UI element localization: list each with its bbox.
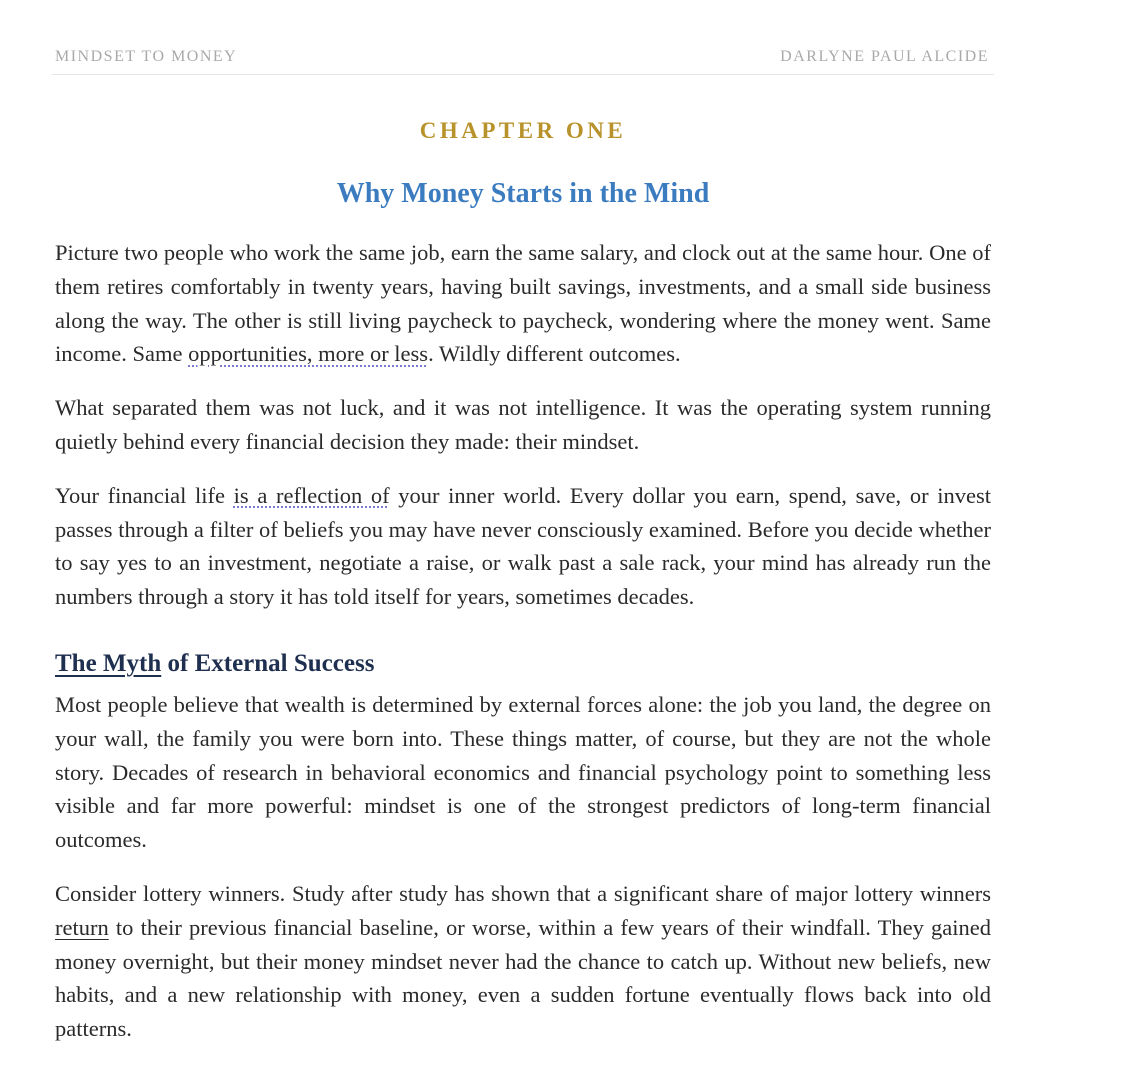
chapter-body <box>55 236 991 1066</box>
paragraph-text: Picture two people who work the same job, earn the same salary, and clock out at the same hour. One of them retires comfortably in twenty years, having built savings, investments, and a small side business along the way. The other is still living paycheck to paycheck, wondering where the money went. Same income. Same <box>55 240 991 367</box>
annotated-phrase[interactable]: opportunities, more or less <box>188 341 429 367</box>
annotated-phrase[interactable]: is a reflection of <box>233 482 390 508</box>
section-heading-text: of External Success <box>161 649 375 677</box>
paragraph-1 <box>55 236 991 371</box>
book-title: MINDSET TO MONEY <box>55 48 238 65</box>
paragraph-5 <box>55 877 991 1046</box>
running-header <box>52 46 994 75</box>
chapter-label: CHAPTER ONE <box>419 118 627 143</box>
author-name: DARLYNE PAUL ALCIDE <box>780 48 989 65</box>
paragraph-text: to their previous financial baseline, or worse, within a few years of their windfall. They gained money overnight, but their money mindset never had the chance to catch up. Without new beliefs, new habits, and a new relationship with money, even a sudden fortune eventually flows back into old patterns. <box>55 914 991 1042</box>
section-heading <box>55 648 991 680</box>
paragraph-text: . Wildly different outcomes. <box>428 341 681 367</box>
paragraph-4: Most people believe that wealth is determined by external forces alone: the job you land, the degree on your wall, the family you were born into. These things matter, of course, but they are not the whole story. Decades of research in behavioral economics and financial psychology point to something less visible and far more powerful: mindset is one of the strongest predictors of long-term financial outcomes. <box>55 691 991 853</box>
section-heading-link[interactable]: The Myth <box>55 649 162 677</box>
paragraph-2: What separated them was not luck, and it was not intelligence. It was the operating system running quietly behind every financial decision they made: their mindset. <box>55 395 991 454</box>
paragraph-text: your inner world. Every dollar you earn, spend, save, or invest passes through a filter of beliefs you may have never consciously examined. Before you decide whether to say yes to an investment, negotiate a raise, or walk past a sale rack, your mind has already run the numbers through a story it has told itself for years, sometimes decades. <box>55 482 991 610</box>
paragraph-3 <box>55 479 991 614</box>
paragraph-text: Your financial life <box>55 482 234 508</box>
chapter-title: Why Money Starts in the Mind <box>336 178 710 209</box>
paragraph-text: Consider lottery winners. Study after study has shown that a significant share of major lottery winners <box>55 880 991 906</box>
return-link[interactable]: return <box>55 914 109 940</box>
